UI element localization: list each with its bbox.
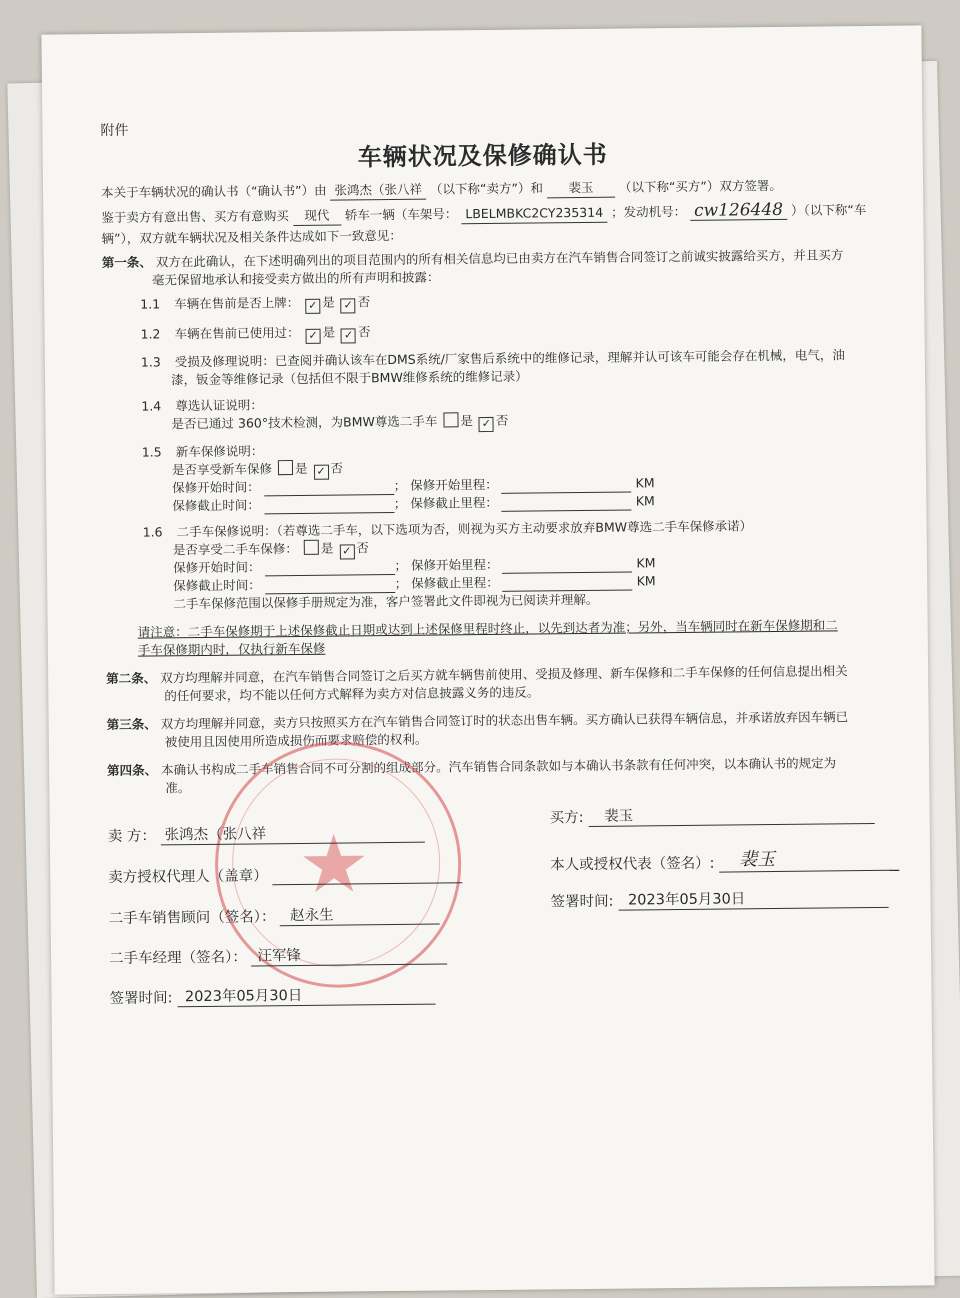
checkbox-icon[interactable]: ✓ — [341, 328, 356, 343]
intro-line-3: 辆”），双方就车辆状况及相关条件达成如下一致意见： — [101, 227, 402, 247]
article2: 第二条、 双方均理解并同意，在汽车销售合同签订之后买方就车辆售前使用、受损及修理、新车保修和二手车保修的任何信息提出相关 — [106, 663, 848, 686]
manager-value: 汪军锋 — [251, 942, 447, 966]
brand-field: 现代 — [293, 207, 341, 227]
intro-line-2: 鉴于卖方有意出售、买方有意购买 现代 轿车一辆（车架号： LBELMBKC2CY235314 ；发动机号： cw126448 ）（以下称“车 — [101, 199, 867, 226]
consultant-row: 二手车销售顾问（签名）： 赵永生 — [109, 903, 441, 928]
buyer-name-field: 裴玉 — [547, 179, 615, 199]
article1: 第一条、 双方在此确认，在下述明确列出的项目范围内的所有相关信息均已由卖方在汽车销售合同签订之前诚实披露给买方，并且买方 — [101, 247, 844, 271]
manager-row: 二手车经理（签名）： 汪军锋 — [109, 942, 448, 968]
checkbox-icon[interactable]: ✓ — [479, 417, 494, 432]
checkbox-icon[interactable] — [443, 412, 458, 427]
item-1-3: 1.3 受损及修理说明：已查阅并确认该车在DMS系统/厂家售后系统中的维修记录，理解并认可该车可能会存在机械，电气，油 — [140, 347, 845, 370]
article4-line-2: 准。 — [165, 780, 191, 796]
item-1-5-end-row: 保修截止时间： ； 保修截止里程： KM — [172, 493, 655, 514]
item-1-4-question: 是否已通过 360°技术检测，为BMW尊选二手车 是 ✓ 否 — [171, 412, 509, 432]
consultant-value: 赵永生 — [280, 903, 440, 927]
item-1-5-question: 是否享受新车保修 是 ✓ 否 — [172, 460, 343, 482]
item-1-3-line-2: 漆，钣金等维修记录（包括但不限于BMW维修系统的维修记录） — [170, 368, 528, 388]
buyer-date-row: 签署时间: 2023年05月30日 — [550, 886, 888, 912]
document-title: 车辆状况及保修确认书 — [357, 140, 608, 172]
buyer-row: 买方: 裴玉 — [550, 802, 875, 827]
notice-line-1: 请注意：二手车保修期于上述保修截止日期或达到上述保修里程时终止，以先到达者为准；另外，当车辆同时在新车保修期和二 — [137, 617, 838, 640]
buyer-signature: 裴玉 — [719, 844, 899, 873]
seller-name-field: 张鸿杰（张八祥 — [330, 181, 426, 201]
vin-field: LBELMBKC2CY235314 — [461, 204, 607, 225]
item-1-6-start-row: 保修开始时间： ； 保修开始里程： KM — [172, 555, 656, 576]
engine-number-field: cw126448 — [690, 201, 787, 221]
item-1-2: 1.2 车辆在售前已使用过： ✓ 是 ✓ 否 — [140, 323, 370, 345]
article2-line-2: 的任何要求，均不能以任何方式解释为卖方对信息披露义务的违反。 — [164, 684, 540, 704]
checkbox-icon[interactable]: ✓ — [339, 544, 354, 559]
item-1-5-start-row: 保修开始时间： ； 保修开始里程： KM — [172, 475, 655, 496]
article3-line-2: 被使用且因使用所造成损伤而要求赔偿的权利。 — [164, 731, 428, 750]
checkbox-icon[interactable]: ✓ — [313, 465, 328, 480]
item-1-5: 1.5 新车保修说明： — [141, 443, 264, 460]
document-page — [41, 25, 934, 1294]
article3: 第三条、 双方均理解并同意，卖方只按照买方在汽车销售合同签订时的状态出售车辆。买方确认已获得车辆信息，并承诺放弃因车辆已 — [106, 709, 849, 732]
notice-line-2: 手车保修期内时，仅执行新车保修 — [137, 640, 326, 658]
item-1-6-end-row: 保修截止时间： ； 保修截止里程： KM — [173, 573, 656, 594]
buyer-rep-row: 本人或授权代表（签名）: 裴玉 — [550, 844, 899, 875]
article1-line-2: 毫无保留地承认和接受卖方做出的所有声明和披露： — [151, 269, 440, 288]
checkbox-icon[interactable] — [304, 540, 319, 555]
seller-agent-row: 卖方授权代理人（盖章） — [108, 862, 462, 887]
item-1-6: 1.6 二手车保修说明：（若尊选二手车，以下选项为否，则视为买方主动要求放弃BMW尊选二手车保修承诺） — [142, 518, 753, 540]
article4: 第四条、 本确认书构成二手车销售合同不可分割的组成部分。汽车销售合同条款如与本确认书条款有任何冲突，以本确认书的规定为 — [107, 755, 837, 778]
item-1-1: 1.1 车辆在售前是否上牌： ✓ 是 ✓ 否 — [140, 293, 370, 315]
checkbox-icon[interactable] — [278, 460, 293, 475]
attachment-label: 附件 — [100, 122, 129, 140]
seller-signature-row: 卖 方： 张鸿杰（张八祥 — [108, 821, 425, 846]
seller-date-row: 签署时间: 2023年05月30日 — [109, 983, 435, 1008]
checkbox-icon[interactable]: ✓ — [305, 299, 320, 314]
item-1-6-question: 是否享受二手车保修： 是 ✓ 否 — [173, 539, 369, 561]
item-1-6-scope: 二手车保修范围以保修手册规定为准，客户签署此文件即视为已阅读并理解。 — [173, 591, 599, 612]
buyer-date: 2023年05月30日 — [618, 886, 888, 911]
seal-star-icon: ★ — [297, 817, 371, 911]
intro-line-1: 本关于车辆状况的确认书（“确认书”）由 张鸿杰（张八祥 （以下称“卖方”）和 裴玉 （以下称“买方”）双方签署。 — [101, 177, 782, 201]
checkbox-icon[interactable]: ✓ — [341, 298, 356, 313]
seller-value: 张鸿杰（张八祥 — [160, 821, 424, 846]
seller-date: 2023年05月30日 — [177, 983, 435, 1008]
checkbox-icon[interactable]: ✓ — [306, 329, 321, 344]
item-1-4: 1.4 尊选认证说明： — [141, 397, 263, 414]
buyer-value: 裴玉 — [588, 802, 874, 827]
